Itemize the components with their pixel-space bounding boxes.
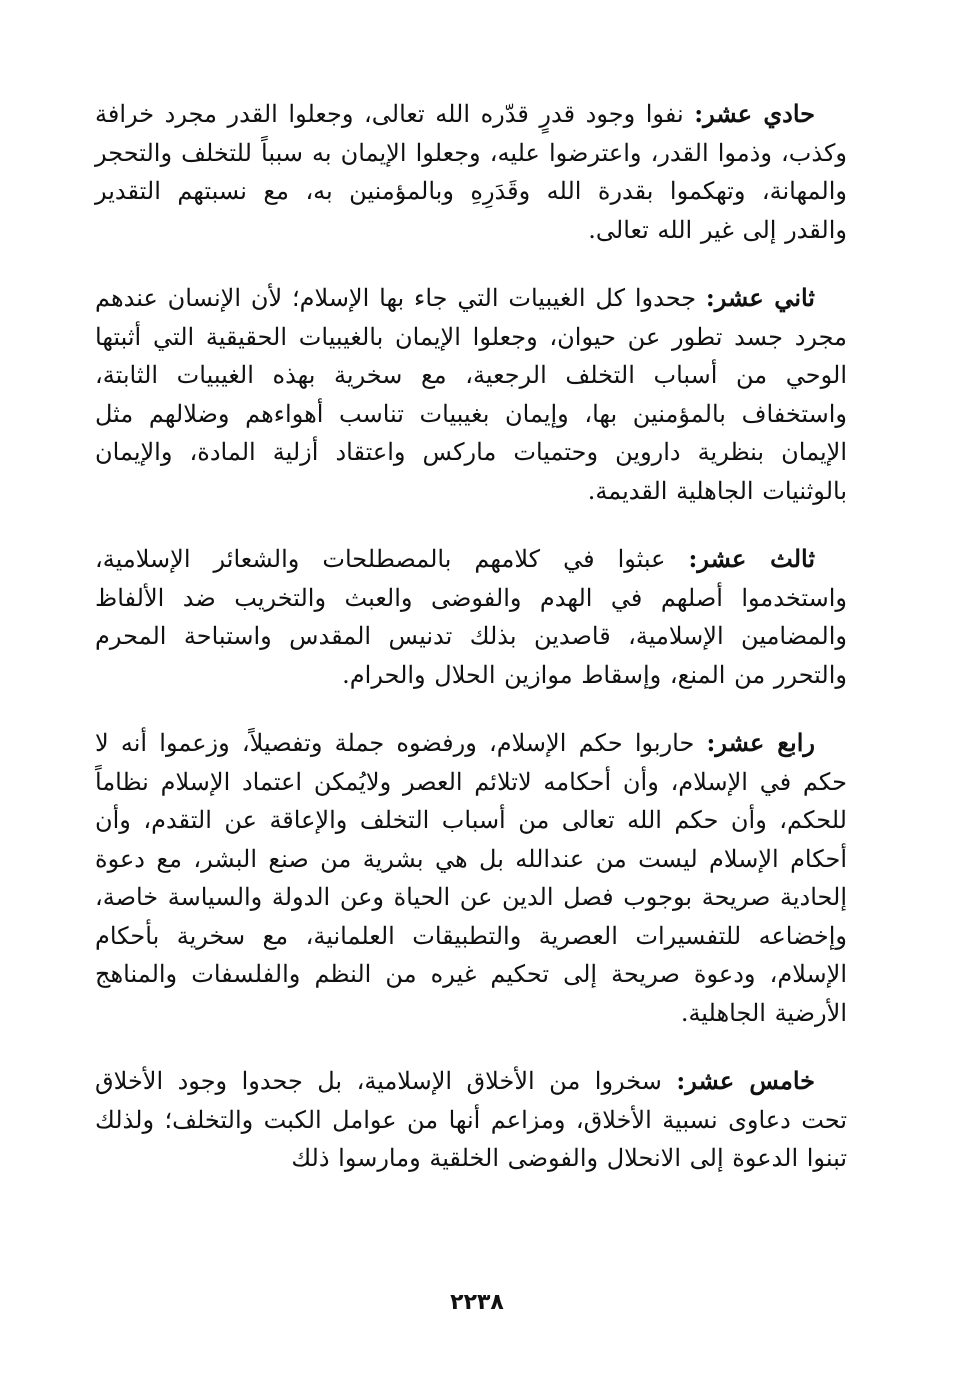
paragraph-lead: ثالث عشر: <box>688 544 815 573</box>
paragraph-lead: ثاني عشر: <box>705 283 815 312</box>
paragraph-text: جحدوا كل الغيبيات التي جاء بها الإسلام؛ لأن الإنسان عندهم مجرد جسد تطور عن حيوان، وجعلوا الإيمان بالغيبيات الحقيقية التي أثبتها الوحي من أسباب التخلف الرجعية، مع سخرية بهذه الغيبيات الثابتة، واستخفاف بالمؤمنين بها، وإيمان بغيبيات تناسب أهواءهم وضلالهم مثل الإيمان بنظرية داروين وحتميات ماركس واعتقاد أزلية المادة، والإيمان بالوثنيات الجاهلية القديمة. <box>95 284 847 505</box>
paragraph-text: سخروا من الأخلاق الإسلامية، بل جحدوا وجود الأخلاق تحت دعاوى نسبية الأخلاق، ومزاعم أنها من عوامل الكبت والتخلف؛ ولذلك تبنوا الدعوة إلى الانحلال والفوضى الخلقية ومارسوا ذلك <box>95 1067 847 1172</box>
page-body <box>95 95 847 1208</box>
paragraph-thirteenth <box>95 540 847 694</box>
paragraph-twelfth <box>95 279 847 510</box>
paragraph-eleventh <box>95 95 847 249</box>
paragraph-text: نفوا وجود قدرٍ قدّره الله تعالى، وجعلوا القدر مجرد خرافة وكذب، وذموا القدر، واعترضوا عليه، وجعلوا الإيمان به سبباً للتخلف والتحجر والمهانة، وتهكموا بقدرة الله وقَدَرِهِ وبالمؤمنين به، مع نسبتهم التقدير والقدر إلى غير الله تعالى. <box>95 100 847 244</box>
paragraph-fifteenth <box>95 1062 847 1178</box>
paragraph-text: عبثوا في كلامهم بالمصطلحات والشعائر الإسلامية، واستخدموا أصلهم في الهدم والفوضى والعبث والتخريب ضد الألفاظ والمضامين الإسلامية، قاصدين بذلك تدنيس المقدس واستباحة المحرم والتحرر من المنع، وإسقاط موازين الحلال والحرام. <box>95 545 847 689</box>
page-number: ٢٢٣٨ <box>450 1290 504 1315</box>
paragraph-text: حاربوا حكم الإسلام، ورفضوه جملة وتفصيلاً، وزعموا أنه لا حكم في الإسلام، وأن أحكامه لاتلائم العصر ولايُمكن اعتماد الإسلام نظاماً للحكم، وأن حكم الله تعالى من أسباب التخلف والإعاقة عن التقدم، وأن أحكام الإسلام ليست من عندالله بل هي بشرية من صنع البشر، مع دعوة إلحادية صريحة بوجوب فصل الدين عن الحياة وعن الدولة والسياسة خاصة، وإخضاعه للتفسيرات العصرية والتطبيقات العلمانية، مع سخرية بأحكام الإسلام، ودعوة صريحة إلى تحكيم غيره من النظم والفلسفات والمناهج الأرضية الجاهلية. <box>95 729 847 1027</box>
paragraph-lead: رابع عشر: <box>706 728 815 757</box>
paragraph-lead: حادي عشر: <box>694 99 815 128</box>
paragraph-lead: خامس عشر: <box>676 1066 815 1095</box>
paragraph-fourteenth <box>95 724 847 1032</box>
